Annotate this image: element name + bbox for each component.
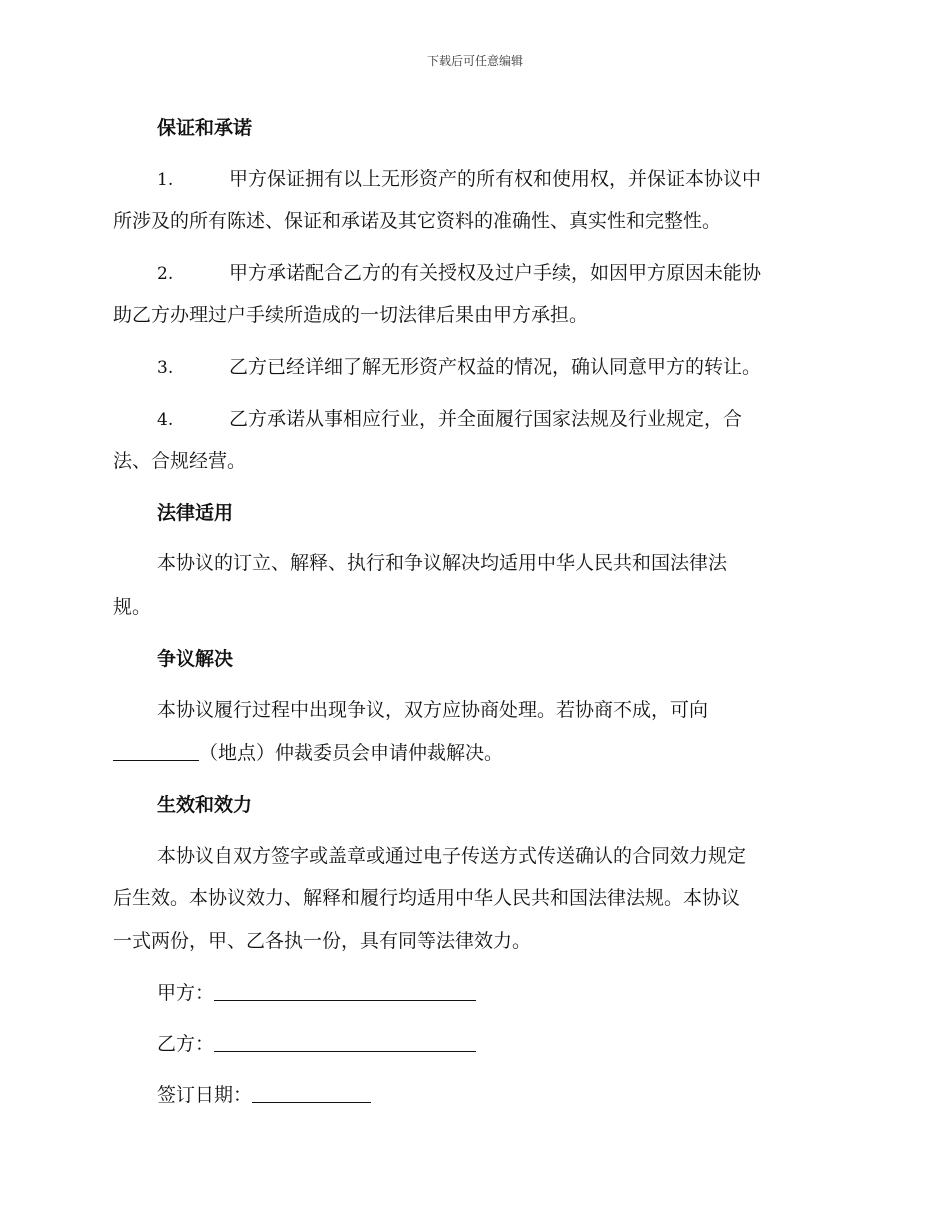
- signature-blank-line: [214, 1031, 476, 1052]
- item-number: 3.: [157, 358, 174, 378]
- paragraph-text: （地点）仲裁委员会申请仲裁解决。: [199, 742, 504, 764]
- signing-date: [157, 1082, 371, 1108]
- signature-party-a: [157, 980, 476, 1006]
- signature-label: 乙方：: [157, 1033, 215, 1055]
- section-heading-law: 法律适用: [157, 502, 234, 524]
- paragraph-text: 规。: [113, 596, 152, 618]
- signature-party-b: [157, 1031, 476, 1057]
- signature-label: 甲方：: [157, 982, 215, 1004]
- blank-line-location: [113, 740, 199, 761]
- paragraph-line-with-blank: [113, 740, 503, 766]
- section-heading-dispute: 争议解决: [157, 648, 234, 670]
- item-text: 助乙方办理过户手续所造成的一切法律后果由甲方承担。: [113, 304, 589, 326]
- item-text: 乙方承诺从事相应行业，并全面履行国家法规及行业规定，合: [229, 408, 743, 430]
- page-header: 下载后可任意编辑: [426, 54, 523, 68]
- paragraph-text: 本协议履行过程中出现争议，双方应协商处理。若协商不成，可向: [157, 699, 709, 721]
- signature-label: 签订日期：: [157, 1084, 253, 1106]
- section-heading-effect: 生效和效力: [157, 794, 253, 816]
- item-number: 2.: [157, 264, 174, 284]
- item-text: 甲方承诺配合乙方的有关授权及过户手续，如因甲方原因未能协: [229, 262, 762, 284]
- item-text: 所涉及的所有陈述、保证和承诺及其它资料的准确性、真实性和完整性。: [113, 210, 722, 232]
- item-number: 1.: [157, 170, 174, 190]
- paragraph-text: 后生效。本协议效力、解释和履行均适用中华人民共和国法律法规。本协议: [113, 887, 741, 909]
- item-text: 法、合规经营。: [113, 450, 247, 472]
- date-blank-line: [252, 1082, 371, 1103]
- paragraph-text: 一式两份，甲、乙各执一份，具有同等法律效力。: [113, 930, 532, 952]
- paragraph-text: 本协议的订立、解释、执行和争议解决均适用中华人民共和国法律法: [157, 552, 728, 574]
- paragraph-text: 本协议自双方签字或盖章或通过电子传送方式传送确认的合同效力规定: [157, 845, 747, 867]
- item-text: 甲方保证拥有以上无形资产的所有权和使用权，并保证本协议中: [229, 168, 762, 190]
- item-text: 乙方已经详细了解无形资产权益的情况，确认同意甲方的转让。: [229, 356, 762, 378]
- section-heading-guarantee: 保证和承诺: [157, 117, 253, 139]
- item-number: 4.: [157, 410, 174, 430]
- signature-blank-line: [214, 980, 476, 1001]
